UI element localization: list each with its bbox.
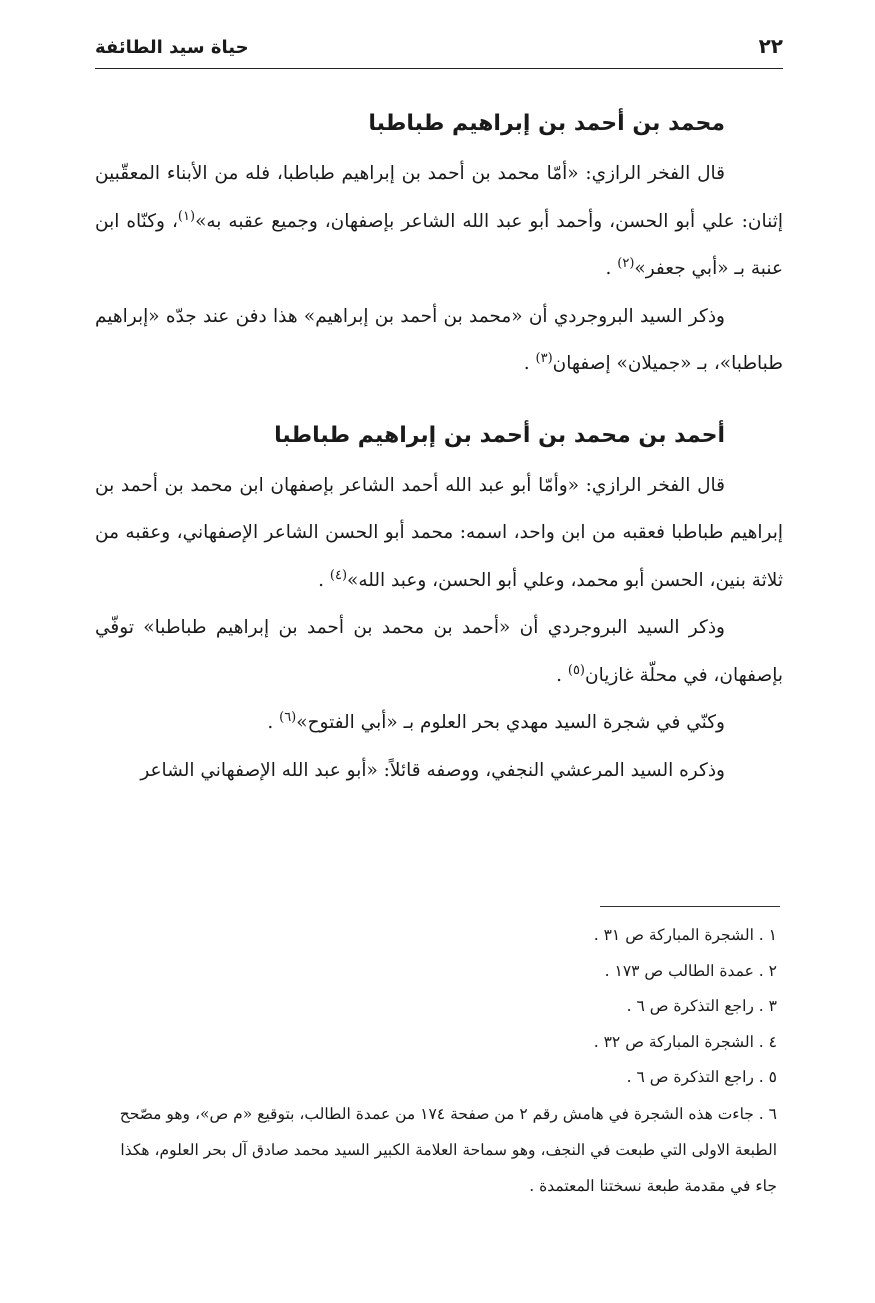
- footnote: ١ . الشجرة المباركة ص ٣١ .: [593, 926, 777, 944]
- section-heading: محمد بن أحمد بن إبراهيم طباطبا: [368, 111, 725, 136]
- page-number: ٢٢: [758, 34, 783, 58]
- running-title: حياة سيد الطائفة: [95, 37, 249, 58]
- footnote: ٣ . راجع التذكرة ص ٦ .: [626, 997, 777, 1015]
- footnote: ٢ . عمدة الطالب ص ١٧٣ .: [604, 961, 777, 980]
- footnotes: [95, 918, 783, 1204]
- section-heading: أحمد بن محمد بن أحمد بن إبراهيم طباطبا: [274, 422, 725, 448]
- paragraph: وذكر السيد البروجردي أن «محمد بن أحمد بن إبراهيم» هذا دفن عند جدّه «إبراهيم طباطبا»، بـ «جميلان» إصفهان$^{(٣)}$ .: [95, 305, 783, 374]
- footnote-ref[interactable]: (٣): [535, 351, 553, 366]
- footnote-ref[interactable]: (٥): [567, 662, 585, 678]
- footnote-ref[interactable]: (١): [177, 208, 196, 224]
- paragraph: وكنّي في شجرة السيد مهدي بحر العلوم بـ «أبي الفتوح»$^{(٦)}$ .: [267, 710, 725, 733]
- footnote: ٤ . الشجرة المباركة ص ٣٢ .: [593, 1032, 777, 1051]
- paragraph: قال الفخر الرازي: «أمّا محمد بن أحمد بن إبراهيم طباطبا، فله من الأبناء المعقّبين إثنان: علي أبو الحسن، وأحمد أبو عبد الله الشاعر بإصفهان، وجميع عقبه به»$^{(١)}$، وكنّاه ابن عنبة بـ «أبي جعفر»$^{(٢)}$ .: [95, 163, 783, 279]
- paragraph: وذكره السيد المرعشي النجفي، ووصفه قائلاً: «أبو عبد الله الإصفهاني الشاعر: [140, 759, 725, 781]
- footnote: ٥ . راجع التذكرة ص ٦ .: [626, 1068, 777, 1086]
- page-body: [95, 104, 783, 794]
- footnote: ٦ . جاءت هذه الشجرة في هامش رقم ٢ من صفحة ١٧٤ من عمدة الطالب، بتوقيع «م ص»، وهو مصّحح الطبعة الاولى التي طبعت في النجف، وهو سماحة العلامة الكبير السيد محمد صادق آل بحر العلوم، هكذا جاء في مقدمة طبعة نسختنا المعتمدة .: [119, 1104, 777, 1195]
- page-header: [95, 34, 783, 69]
- paragraph: قال الفخر الرازي: «وأمّا أبو عبد الله أحمد الشاعر بإصفهان ابن محمد بن أحمد بن إبراهيم طباطبا فعقبه من ابن واحد، اسمه: محمد أبو الحسن الشاعر الإصفهاني، وعقبه من ثلاثة بنين، الحسن أبو محمد، وعلي أبو الحسن، وعبد الله»$^{(٤)}$ .: [95, 474, 783, 591]
- footnote-ref[interactable]: (٢): [617, 256, 635, 271]
- paragraph: وذكر السيد البروجردي أن «أحمد بن محمد بن أحمد بن إبراهيم طباطبا» توفّي بإصفهان، في محلّة غازيان$^{(٥)}$ .: [95, 617, 783, 686]
- footnote-ref[interactable]: (٦): [279, 710, 297, 725]
- footnote-ref[interactable]: (٤): [329, 567, 348, 583]
- footnote-divider: [600, 906, 780, 907]
